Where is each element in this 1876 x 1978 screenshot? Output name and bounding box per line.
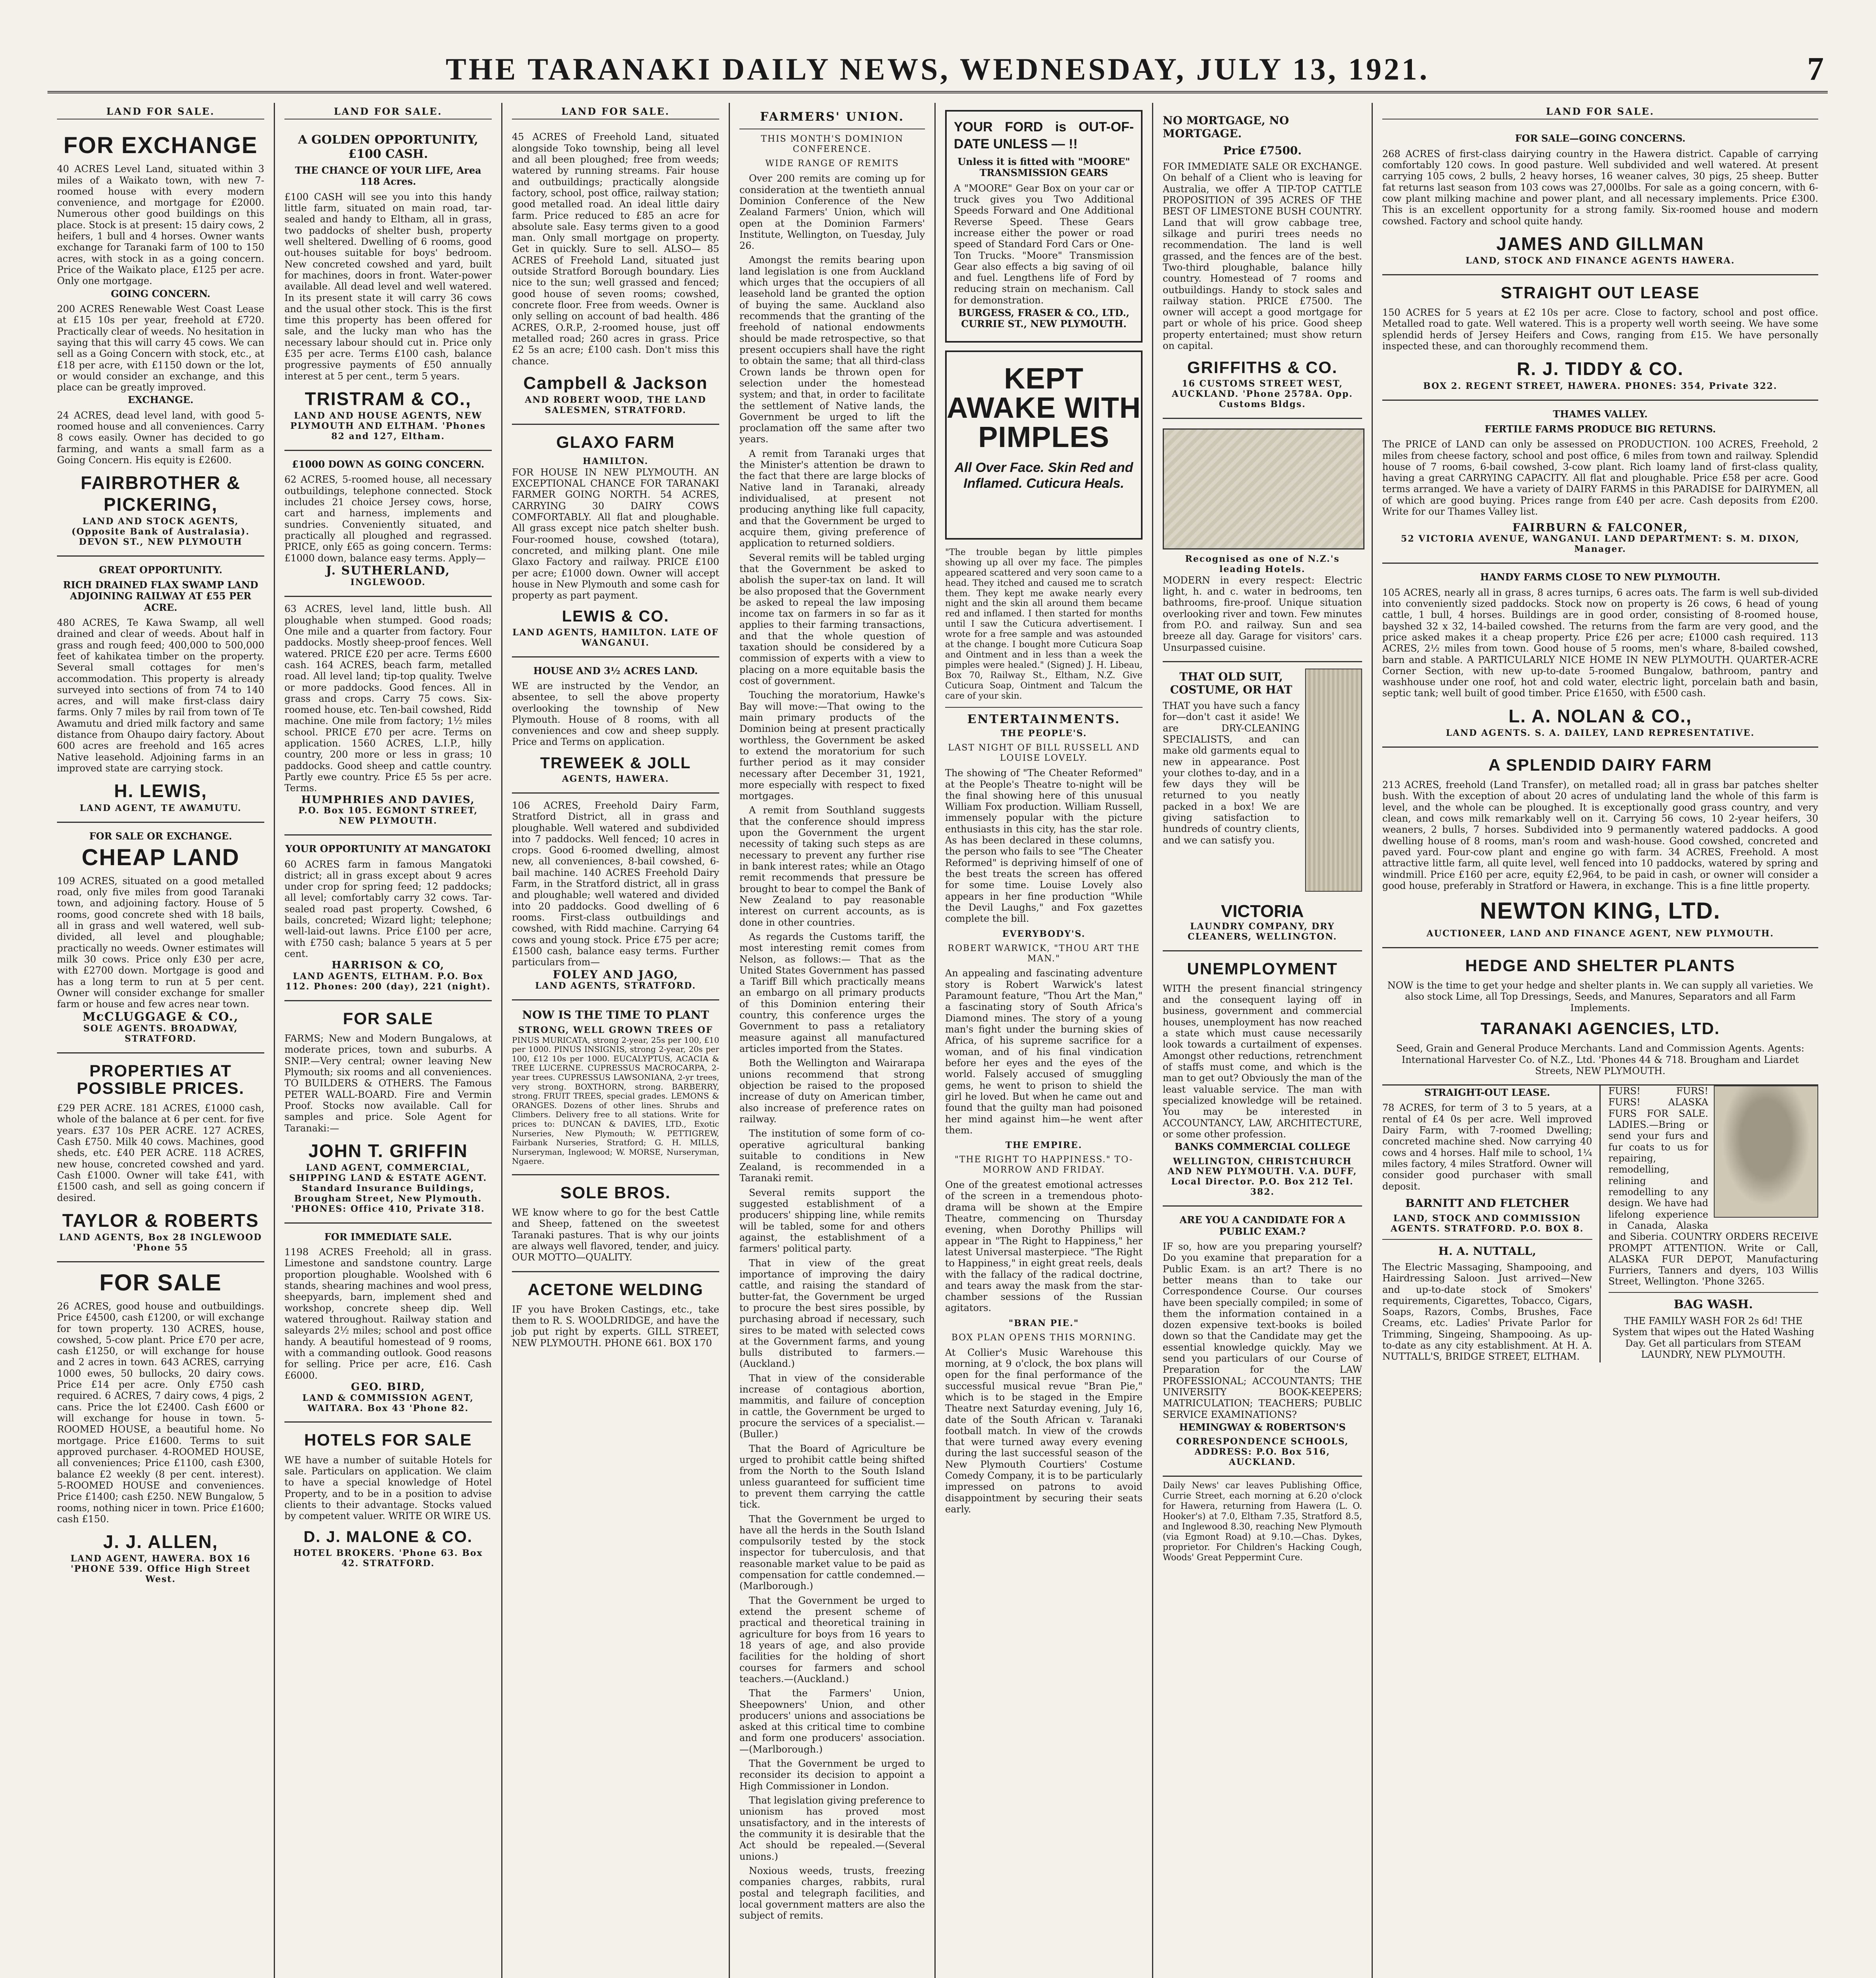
ad-headline: YOUR FORD is OUT-OF-DATE UNLESS — !! [954, 119, 1134, 152]
article-paragraph: Both the Wellington and Wairarapa unions recommend that strong objection be raised to the proposed increase of duty on American timber, also increase of preference rates on railway. [739, 1057, 925, 1125]
ad-headline: FOR SALE [343, 1009, 434, 1028]
ad-subhead: £1000 DOWN AS GOING CONCERN. [292, 459, 485, 470]
agent-name: HEMINGWAY & ROBERTSON'S [1179, 1421, 1346, 1433]
agent-address: LAND AND STOCK AGENTS, (Opposite Bank of Australasia). DEVON ST., NEW PLYMOUTH [71, 516, 250, 547]
agent-name: GEO. BIRD, [351, 1381, 425, 1393]
agent-address: LAND AND HOUSE AGENTS, NEW PLYMOUTH AND ELTHAM. 'Phones 82 and 127, Eltham. [290, 411, 486, 442]
agent-address: HOTEL BROKERS. 'Phone 63. Box 42. STRATFORD. [293, 1548, 483, 1569]
ad-body: 78 ACRES, for term of 3 to 5 years, at a rental of £4 0s per acre. Well improved Dairy Farm, with 7-roomed Dwelling; concreted machine shed. Now carrying 40 cows and 4 horses. Half mile to school, 1¼ miles factory, 4 miles Stratford. Owner will consider good purchaser with small deposit. [1382, 1102, 1592, 1192]
article-paragraph: That the Government be urged to have all the herds in the South Island compulsorily tested by the stock inspector for tuberculosis, and that reasonable market value to be paid as compensation for cattle condemned.—(Marlborough.) [739, 1513, 925, 1592]
agent-name: JAMES AND GILLMAN [1496, 233, 1704, 254]
bottom-right-ads [1609, 1086, 1819, 1362]
article-headline: EVERYBODY'S. [1002, 928, 1086, 939]
article-paragraph: As regards the Customs tariff, the most interesting remit comes from Nelson, as follows:— That as the United States Government has passed a Tariff Bill which practically means an embargo on all primary products of this Dominion entering their country, this conference urges the Government to pass a retaliatory measure against all manufactured articles imported from the States. [739, 931, 925, 1054]
ad-subhead: HANDY FARMS CLOSE TO NEW PLYMOUTH. [1480, 571, 1721, 583]
agent-name: HARRISON & CO, [332, 959, 445, 972]
article-paragraph: A remit from Southland suggests that the conference should impress upon the Government the urgent necessity of taking such steps as are necessary to prevent any further rise in bank interest rates; while an Otago remit recommends that pressure be brought to bear to compel the Bank of New Zealand to pay reasonable interest on current accounts, as is done in other countries. [739, 805, 925, 928]
agent-address: SOLE AGENTS. BROADWAY, STRATFORD. [83, 1023, 238, 1044]
ad-hotels-for-sale [284, 1423, 492, 1576]
agent-name: TAYLOR & ROBERTS [62, 1210, 259, 1231]
ad-headline: PROPERTIES AT POSSIBLE PRICES. [76, 1061, 245, 1097]
ad-acetone-welding [512, 1272, 719, 1357]
ad-dry-cleaning [1163, 662, 1362, 951]
article-paragraph: A remit from Taranaki urges that the Minister's attention be drawn to the fact that there are large blocks of Native land in Taranaki, already individualised, at present not producing anything like full capacity, and that the Government be urged to acquire them, giving preference of application to returned soldiers. [739, 448, 925, 549]
ad-land-list [284, 597, 492, 836]
ad-unemployment [1163, 951, 1362, 1207]
agent-address: INGLEWOOD. [350, 577, 426, 588]
notice-text: Daily News' car leaves Publishing Office, Currie Street, each morning at 6.20 o'clock for Hawera, returning from Hawera (L. O. Hooker's) at 7.0, Eltham 7.35, Stratford 8.5, and Inglewood 8.30, reaching New Plymouth (via Egmont Road) at 9.10.—Chas. Dykes, proprietor. For Children's Hacking Cough, Woods' Great Peppermint Cure. [1163, 1481, 1362, 1563]
ad-body: MODERN in every respect: Electric light, h. and c. water in bedrooms, ten bathrooms, fire-proof. Unique situation overlooking river and town. Few minutes from P.O. and railway. Sun and sea breeze all day. Garage for visitors' cars. Unsurpassed cuisine. [1163, 574, 1362, 653]
article-paragraph: That legislation giving preference to unionism has proved most unsatisfactory, and in the interests of the community it is desirable that the Act should be repealed.—(Several unions.) [739, 1795, 925, 1862]
ad-subhead: Unless it is fitted with "MOORE" TRANSMISSION GEARS [957, 156, 1130, 179]
agent-name: FAIRBROTHER & PICKERING, [80, 472, 241, 515]
ad-headline: KEPT AWAKE WITH PIMPLES [947, 362, 1141, 453]
ad-cuticura-banner [945, 351, 1143, 540]
ad-body: 1198 ACRES Freehold; all in grass. Limestone and sandstone country. Large proportion ploughable. Woolshed with 6 stands, shearing machines and wool press, sheepyards, barn, implement shed and workshop, concrete sheep dip. Well watered throughout. Railway station and saleyards 2½ miles; school and post office handy. A beautiful homestead of 9 rooms, with a commanding outlook. Good reasons for selling. Price per acre, £16. Cash £6000. [284, 1247, 492, 1381]
article-headline: FARMERS' UNION. [760, 110, 904, 124]
ad-headline: UNEMPLOYMENT [1187, 959, 1338, 978]
ad-body: 150 ACRES for 5 years at £2 10s per acre. Close to factory, school and post office. Metalled road to gate. Well watered. This is a property well worth seeing. We have some splendid herds of Jersey Heifers and Cows, ranging from £15. We have personally inspected these, and can thoroughly recommend them. [1382, 307, 1818, 352]
column-5 [936, 103, 1153, 1978]
bottom-ads-row [1382, 1086, 1818, 1362]
agent-name: D. J. MALONE & CO. [303, 1528, 473, 1546]
article-subhead: THIS MONTH'S DOMINION CONFERENCE. [761, 134, 904, 155]
agent-address: LAND AGENT, TE AWAMUTU. [80, 803, 242, 813]
article-paragraph: Over 200 remits are coming up for consideration at the twentieth annual Dominion Conference of the New Zealand Farmers' Union, which will open at the Dominion Farmers' Institute, Wellington, on Tuesday, July 26. [739, 173, 925, 252]
article-subhead: BOX PLAN OPENS THIS MORNING. [951, 1332, 1137, 1343]
ad-body: FARMS; New and Modern Bungalows, at moderate prices, town and suburbs. A SNIP.—Very central; owner leaving New Plymouth; six rooms and all conveniences. TO BUILDERS & OTHERS. The Famous PETER WALL-BOARD. Fire and Vermin Proof. Stocks now available. Call for samples and price. Sole Agent for Taranaki:— [284, 1033, 492, 1134]
ad-body: 213 ACRES, freehold (Land Transfer), on metalled road; all in grass bar patches shelter bush. With the exception of about 20 acres of undulating land the whole of this farm is level, and the whole can be ploughed. It is exceptionally good grass country, and very clean, and cows milk remarkably well on it. Carrying 56 cows, 10 2-year heifers, 30 weaners, 2 bulls, 7 horses. Subdivided into 9 permanently watered paddocks. A good dwelling house of 8 rooms, man's room and wash-house. Good cowshed, concreted and paved yard. Four-cow plant and engine go with farm. 34 ACRES, Freehold. A most attractive little farm, all quite level, well fenced into 10 paddocks, watered by spring and windmill. Price £160 per acre, equity £2,964, to be paid in cash, or owner will consider a good house, preferably in Stratford or Hawera, in exchange. This is a fine little property. [1382, 779, 1818, 891]
ad-body: WE are instructed by the Vendor, an absentee, to sell the above property overlooking the township of New Plymouth. House of 8 rooms, with all conveniences and cow and sheep supply. Price and Terms on application. [512, 680, 719, 748]
ad-price: Price £7500. [1223, 144, 1302, 157]
ad-properties [57, 1053, 264, 1262]
section-headline: ENTERTAINMENTS. [967, 712, 1121, 726]
article-paragraph: Noxious weeds, trusts, freezing companies charges, rabbits, rural postal and telegraph facilities, and local government matters are also the subject of remits. [739, 1865, 925, 1921]
agent-name: FAIRBURN & FALCONER, [1512, 521, 1688, 534]
agent-address: 52 VICTORIA AVENUE, WANGANUI. LAND DEPARTMENT: S. M. DIXON, Manager. [1401, 534, 1800, 555]
ad-subhead: THE CHANCE OF YOUR LIFE, Area 118 Acres. [295, 165, 481, 188]
article-paragraph: The institution of some form of co-operative agricultural banking suitable to conditions in New Zealand, is recommended in a Taranaki remit. [739, 1128, 925, 1184]
ad-subhead: YOUR OPPORTUNITY AT MANGATOKI [285, 843, 491, 855]
agent-address: P.O. Box 105. EGMONT STREET, NEW PLYMOUTH. [298, 805, 478, 826]
ad-body: 24 ACRES, dead level land, with good 5-roomed house and all conveniences. Carry 8 cows easily. Owner has decided to go farming, and wants a small farm as a Going Concern. His equity is £2600. [57, 409, 264, 466]
ad-headline: A GOLDEN OPPORTUNITY, £100 CASH. [298, 133, 478, 161]
article-paragraph: Amongst the remits bearing upon land legislation is one from Auckland which urges that the occupiers of all leasehold land be granted the option of buying the same. Auckland also recommends that the granting of the freehold of national endowments should be made retrospective, so that present occupiers shall have the right to obtain the same; that all third-class Crown lands be thrown open for selection under the homestead system; and that, in order to facilitate the settlement of Native lands, the Government be urged to lift the proclamation off the same after two years. [739, 254, 925, 445]
ad-public-exam [1163, 1207, 1362, 1477]
agent-name: BURGESS, FRASER & CO., LTD., CURRIE ST., NEW PLYMOUTH. [958, 307, 1129, 330]
ad-hedge-plants [1382, 948, 1818, 1086]
ad-headline: SOLE BROS. [560, 1183, 671, 1202]
ad-plant-trees [512, 1000, 719, 1175]
ad-splendid-dairy-farm [1382, 748, 1818, 948]
agent-address: LAND AGENTS. S. A. DAILEY, LAND REPRESENTATIVE. [1446, 728, 1755, 739]
ad-golden-opportunity [284, 125, 492, 451]
ad-great-opportunity [57, 557, 264, 823]
article-body: An appealing and fascinating adventure story is Robert Warwick's latest Paramount feature, "Thou Art the Man," a fascinating story of South Africa's Diamond mines. The story of a young man's fight under the burning skies of Africa, of his supreme sacrifice for a woman, and of his final vindication before her eyes and the eyes of the world. Falsely accused of smuggling gems, he went to prison to shield the girl he loved. But when he came out and found that the guilty man had poisoned her mind against him—he went after them. [945, 968, 1143, 1136]
agent-name: LEWIS & CO. [562, 608, 669, 625]
agent-address: LAND AGENTS, HAMILTON. LATE OF WANGANUI. [512, 627, 719, 648]
section-label: LAND FOR SALE. [57, 106, 264, 119]
agent-address: CORRESPONDENCE SCHOOLS, ADDRESS: P.O. Box 516, AUCKLAND. [1176, 1436, 1349, 1468]
ad-subhead: STRAIGHT-OUT LEASE. [1424, 1087, 1550, 1099]
ad-body: 105 ACRES, nearly all in grass, 8 acres turnips, 6 acres oats. The farm is well sub-divided into conveniently sized paddocks. Stock now on property is 26 cows, 6 head of young cattle, 1 bull, 4 horses. Buildings are in good order, consisting of 8-roomed house, bayshed 32 x 32, 14-bailed cowshed. The returns from the farm are very good, and the price asked makes it a cheap property. Price £26 per acre; £1000 cash required. 113 ACRES, 2½ miles from town. Good house of 5 rooms, men's whare, 8-bailed cowshed, barn and stable. A PARTICULARLY NICE HOME IN NEW PLYMOUTH. QUARTER-ACRE Corner Section, with new up-to-date 5-roomed Bungalow, bathroom, pantry and washhouse under one roof, hot and cold water, electric light, porcelain bath and basin, septic tank; well built of good timber. Price £1650, with £500 cash. [1382, 587, 1818, 699]
page-number: 7 [1807, 51, 1824, 87]
ad-headline: A SPLENDID DAIRY FARM [1488, 756, 1712, 774]
ad-subhead: FOR SALE—GOING CONCERNS. [1515, 133, 1686, 144]
agent-name: R. J. TIDDY & CO. [1517, 358, 1684, 379]
bottom-left-ads [1382, 1086, 1601, 1362]
ad-for-sale [57, 1262, 264, 1593]
section-label: LAND FOR SALE. [512, 106, 719, 119]
ad-headline: STRAIGHT OUT LEASE [1501, 283, 1700, 302]
ad-body: 109 ACRES, situated on a good metalled road, only five miles from good Taranaki town, and adjoining factory. House of 5 rooms, good concrete shed with 18 bails, all in grass and well watered, well sub-divided, all level and ploughable; practically no weeds. Owner estimates will milk 30 cows. Price only £30 per acre, with £2700 down. Mortgage is good and has a long term to run at 5 per cent. Owner will consider exchange for smaller farm or house and few acres near town. [57, 875, 264, 1010]
ad-subhead: FERTILE FARMS PRODUCE BIG RETURNS. [1484, 423, 1716, 435]
article-paragraph: That the Government be urged to reconsider its decision to appoint a High Commissioner in London. [739, 1758, 925, 1792]
ad-body: "The trouble began by little pimples showing up all over my face. The pimples appeared scattered and very soon came to a head. They itched and caused me to scratch them. They kept me awake nearly every night and the skin all around them became red and inflamed. I then started for months until I saw the Cuticura advertisement. I wrote for a free sample and was astounded at the change. I bought more Cuticura Soap and Ointment and in less than a week the pimples were healed." (Signed) J. H. Libeau, Box 70, Railway St., Eltham, N.Z. Give Cuticura Soap, Ointment and Talcum the care of your skin. [945, 547, 1143, 701]
article-paragraph: Touching the moratorium, Hawke's Bay will move:—That owing to the main primary products of the Dominion being at present practically worthless, the Government be asked to extend the moratorium for such further period as it may consider necessary after December 31, 1921, more especially with respect to fixed mortgages. [739, 690, 925, 802]
agent-address: LAND & COMMISSION AGENT, WAITARA. Box 43 'Phone 82. [302, 1393, 474, 1413]
agent-name: BANKS COMMERCIAL COLLEGE [1175, 1141, 1350, 1153]
ad-body: IF you have Broken Castings, etc., take them to R. S. WOOLDRIDGE, and have the job put right by experts. GILL STREET, NEW PLYMOUTH. PHONE 661. BOX 170 [512, 1304, 719, 1349]
section-label: LAND FOR SALE. [284, 106, 492, 119]
agent-address: LAND, STOCK AND FINANCE AGENTS HAWERA. [1465, 256, 1735, 266]
ad-body: £100 CASH will see you into this handy little farm, situated on main road, tar-sealed and handy to Eltham, all in grass, two paddocks of shelter bush, property well sheltered. Dwelling of 6 rooms, good out-houses suitable for boys' bedroom. New concreted cowshed and yard, built for machines, doors in front. Water-power available. All dead level and well watered. In its present state it will carry 36 cows and the usual other stock. This is the first time this property has been offered for sale, and the lucky man who has the necessary labour should cut in. Price only £35 per acre. Terms £100 cash, balance progressive payments of £50 annually interest at 5 per cent., term 5 years. [284, 191, 492, 382]
ad-handy-farms [1382, 564, 1818, 748]
agent-address: LAND AGENTS, STRATFORD. [535, 980, 696, 991]
ad-body: FOR IMMEDIATE SALE OR EXCHANGE. On behalf of a Client who is leaving for Australia, we offer A TIP-TOP CATTLE PROPOSITION of 395 ACRES OF THE BEST OF LIMESTONE BUSH COUNTRY. Land that will grow cabbage tree, silkage and puriri trees needs no recommendation. The land is well grassed, and the fences are of the best. Two-third ploughable, balance hilly country. Homestead of 7 rooms and outbuildings. Handy to stock sales and railway station. PRICE £7500. The owner will accept a good mortgage for part or whole of his price. Good sheep property entertained; must show return on capital. [1163, 161, 1362, 352]
ad-body: 40 ACRES Level Land, situated within 3 miles of a Waikato town, with new 7-roomed house with every modern convenience, and mortgage for £2000. Numerous other good buildings on this place. Stock is at present: 15 dairy cows, 2 heifers, 1 bull and 4 horses. Owner wants exchange for Taranaki farm of 100 to 150 acres, with stock in as a going concern. Price of the Waikato place, £125 per acre. Only one mortgage. [57, 163, 264, 287]
ad-body: A "MOORE" Gear Box on your car or truck gives you Two Additional Speeds Forward and One Additional Reverse Speed. These Gears increase either the power or road speed of Standard Ford Cars or One-Ton Trucks. "Moore" Transmission Gear also effects a big saving of oil and fuel. Lengthens life of Ford by reducing strain on mechanism. Call for demonstration. [954, 182, 1134, 306]
agent-name: J. SUTHERLAND, [326, 563, 451, 578]
ad-subhead: GOING CONCERN. [111, 288, 210, 299]
agent-name: HUMPHRIES AND DAVIES, [301, 794, 475, 806]
agent-name: FOLEY AND JAGO, [553, 968, 678, 981]
ad-headline: CHEAP LAND [81, 844, 240, 870]
ad-stratford-farms [512, 794, 719, 1000]
ad-body: THAT you have such a fancy for—don't cast it aside! We are DRY-CLEANING SPECIALISTS, and can make old garments equal to new in appearance. Post your clothes to-day, and in a few days they will be returned to you neatly packed in a box! We are giving satisfaction to hundreds of country clients, and we can satisfy you. [1163, 700, 1300, 846]
article-paragraph: Several remits support the suggested establishment of a producers' shipping line, while remits will be tabled, some for and others against, the establishment of a farmers' political party. [739, 1187, 925, 1254]
article-subhead: WIDE RANGE OF REMITS [765, 159, 899, 169]
ad-body: The Electric Massaging, Shampooing, and Hairdressing Saloon. Just arrived—New and up-to-date stock of Smokers' requirements, Cigarettes, Tobacco, Cigars, Soaps, Razors, Combs, Brushes, Face Creams, etc. Ladies' Private Parlor for Trimming, Singeing, Shampooing. As up-to-date as any city establishment. At H. A. NUTTALL'S, BRIDGE STREET, ELTHAM. [1382, 1261, 1592, 1362]
agent-name: TREWEEK & JOLL [540, 754, 691, 772]
column-3 [502, 103, 730, 1978]
ad-going-concerns [1382, 125, 1818, 275]
ad-body: 26 ACRES, good house and outbuildings. Price £4500, cash £1200, or will exchange for town property. 130 ACRES, house, cowshed, 5-cow plant. Price £70 per acre, cash £1250, or will exchange for house and 2 acres in town. 643 ACRES, carrying 1000 ewes, 50 bullocks, 20 dairy cows. Price £14 per acre. Only £750 cash required. 6 ACRES, 7 dairy cows, 4 pigs, 2 cans. Price the lot £2400. Cash £600 or will exchange for house in town. 5-ROOMED HOUSE, a beautiful home. No mortgage. Price £1600. Terms to suit approved purchaser. 4-ROOMED HOUSE, all conveniences; Price £1100, cash £300, balance £2 weekly (8 per cent. interest). 5-ROOMED HOUSE and conveniences. Price £1400; cash £250. NEW Bungalow, 5 rooms, nothing nicer in town. Price £1600; cash £150. [57, 1300, 264, 1525]
agent-address: LAND AGENTS, Box 28 INGLEWOOD 'Phone 55 [59, 1232, 262, 1253]
article-body [739, 173, 925, 1921]
ad-body: 63 ACRES, level land, little bush. All ploughable when stumped. Good roads; One mile and a quarter from factory. Four paddocks. Mostly sheep-proof fences. Well watered. PRICE £20 per acre. Terms £600 cash. 164 ACRES, beach farm, metalled road. All level land; tip-top quality. Twelve or more paddocks. Good fences. All in grass and crops. Carry 75 cows. Six-roomed house, etc. Ten-bail cowshed, Ridd machine. One mile from factory; 1½ miles school. PRICE £70 per acre. Terms on application. 1560 ACRES, L.I.P., hilly country, 200 more or less in grass; 10 paddocks. Good sheep and cattle country. Partly ewe country. Price £5 5s per acre. Terms. [284, 603, 492, 794]
article-subhead: LAST NIGHT OF BILL RUSSELL AND LOUISE LOVELY. [948, 743, 1140, 764]
ad-headline: NOW IS THE TIME TO PLANT [522, 1008, 709, 1021]
agent-address: WELLINGTON, CHRISTCHURCH AND NEW PLYMOUTH. V.A. DUFF, Local Director. P.O. Box 212 Tel. 382. [1167, 1156, 1357, 1197]
article-headline: THE PEOPLE'S. [1001, 728, 1087, 739]
ad-thames-valley [1382, 401, 1818, 564]
column-1 [47, 103, 275, 1978]
agent-address: AND ROBERT WOOD, THE LAND SALESMEN, STRATFORD. [525, 394, 707, 415]
agent-name: VICTORIA [1221, 901, 1304, 921]
article-paragraph: That the Government be urged to extend the present scheme of practical and theoretical training in agriculture for boys from 16 years to 18 years of age, and also provide facilities for the holding of short courses for farmers and school teachers.—(Auckland.) [739, 1595, 925, 1684]
ad-headline: THAMES VALLEY. [1553, 408, 1648, 420]
column-4-news [730, 103, 936, 1978]
ad-glaxo-farm [512, 425, 719, 657]
ad-body: WE know where to go for the best Cattle and Sheep, fattened on the sweetest Taranaki pastures. That is why our joints are always well flavored, tender, and juicy. OUR MOTTO—QUALITY. [512, 1207, 719, 1263]
article-body: One of the greatest emotional actresses of the screen in a tremendous photo-drama will be shown at the Empire Theatre, commencing on Thursday evening, when Dorothy Phillips will appear in "The Right to Happiness," her latest Universal masterpiece. "The Right to Happiness," in eight great reels, deals with the fallacy of the radical doctrine, and tears away the mask from the star-chamber sessions of the Russian agitators. [945, 1179, 1143, 1314]
ad-body: 268 ACRES of first-class dairying country in the Hawera district. Capable of carrying comfortably 120 cows. In good pasture. Well subdivided and well watered. At present carrying 105 cows, 2 bulls, 2 heavy horses, 16 weaner calves, 30 pigs, 25 sheep. Butter fat returns last season from 103 cows was 27,000lbs. For sale as a going concern, with 6-cow plant milking machine and power plant, and all necessary implements. Price £300. This is an excellent opportunity for a strong family. Six-roomed house and modern cowshed. Factory and school quite handy. [1382, 148, 1818, 227]
article-body: At Collier's Music Warehouse this morning, at 9 o'clock, the box plans will open for the final performance of the successful musical revue "Bran Pie," which is to be staged in the Empire Theatre next Saturday evening, July 16, date of the South African v. Taranaki football match. In view of the crowds that were turned away every evening during the last successful season of the New Plymouth Courtiers' Costume Comedy Company, it is to be particularly impressed on patrons to avoid disappointment by securing their seats early. [945, 1347, 1143, 1515]
ad-subhead: FOR IMMEDIATE SALE. [324, 1231, 452, 1243]
agent-name: Campbell & Jackson [523, 373, 708, 393]
ad-body: 200 ACRES Renewable West Coast Lease at £15 10s per year, freehold at £720. Practically clear of weeds. No hesitation in saying that this will carry 45 cows. We can sell as a Going Concern with stock, etc., at £18 per acre, with £1150 down or the lot, or would consider an exchange, and this place can be greatly improved. [57, 303, 264, 393]
ad-for-sale [284, 1001, 492, 1224]
agent-name: BARNITT AND FLETCHER [1405, 1196, 1569, 1210]
agent-name: JOHN T. GRIFFIN [308, 1140, 468, 1161]
ad-subhead: STRONG, WELL GROWN TREES OF [518, 1025, 713, 1035]
article-paragraph: That in view of the considerable increase of contagious abortion, mammitis, and failure of conception in cattle, the Government be urged to procure the services of a specialist.—(Buller.) [739, 1372, 925, 1440]
ad-body: FURS! FURS! FURS! ALASKA FURS FOR SALE. LADIES.—Bring or send your furs and fur coats to us for repairing, remodelling, relining and remodelling to any design. We have had lifelong experience in Canada, Alaska and Siberia. COUNTRY ORDERS RECEIVE PROMPT ATTENTION. Write or Call, ALASKA FUR DEPOT, Manufacturing Furriers, Tanners and dyers, 103 Willis Street, Wellington. 'Phone 3265. [1608, 1086, 1818, 1287]
ad-tagline: All Over Face. Skin Red and Inflamed. Cuticura Heals. [954, 460, 1133, 491]
ad-body: THE FAMILY WASH FOR 2s 6d! THE System that wipes out the Hated Washing Day. Get all particulars from STEAM LAUNDRY, NEW PLYMOUTH. [1612, 1315, 1814, 1360]
ad-sole-bros [512, 1175, 719, 1272]
ad-subhead: FOR SALE OR EXCHANGE. [89, 830, 232, 842]
agent-name: L. A. NOLAN & CO., [1508, 705, 1692, 726]
ad-moore-gears [945, 110, 1143, 343]
ad-body: The PRICE of LAND can only be assessed on PRODUCTION. 100 ACRES, Freehold, 2 miles from cheese factory, school and post office, 6 miles from town and railway. Splendid house of 7 rooms, 6-bail cowshed, 3-cow plant. Rich loamy land of first-class quality, having a great CARRYING CAPACITY. All flat and ploughable. Price £58 per acre. Good terms arranged. We have a variety of DAIRY FARMS in this PARADISE for DAIRYMEN, all of which are good buying. Prices range from £40 per acre. Cash deposits from £200. Write for our Thames Valley list. [1382, 439, 1818, 517]
agent-address: LAND, STOCK AND COMMISSION AGENTS. STRATFORD. P.O. BOX 8. [1391, 1213, 1584, 1234]
ad-subhead: GREAT OPPORTUNITY. [99, 564, 222, 576]
masthead [47, 47, 1828, 93]
agent-name: McCLUGGAGE & CO., [82, 1010, 239, 1024]
ad-headline: FOR SALE [99, 1269, 222, 1296]
ad-headline: HOTELS FOR SALE [304, 1430, 472, 1449]
ad-body: FOR HOUSE IN NEW PLYMOUTH. AN EXCEPTIONAL CHANCE FOR TARANAKI FARMER GOING NORTH. 54 ACRES, CARRYING 30 DAIRY COWS COMFORTABLY. All flat and ploughable. All grass except nice patch shelter bush. Four-roomed house, cowshed (totara), concreted, and milking plant. One mile Glaxo Factory and railway. PRICE £100 per acre; £1000 down. Owner will accept house in New Plymouth and some cash for property as part payment. [512, 466, 719, 601]
ad-immediate-sale [284, 1224, 492, 1423]
ad-subhead: EXCHANGE. [128, 394, 193, 406]
ad-body: 480 ACRES, Te Kawa Swamp, all well drained and clear of weeds. About half in grass and rough feed; 400,000 to 500,000 feet of kahikatea timber on the property. Several small cottages for men's accommodation. This property is already surveyed into sections of from 74 to 140 acres, and will make first-class dairy farms. Only 7 miles by rail from town of Te Awamutu and dried milk factory and same distance from Ohaupo dairy factory. About 600 acres are freehold and 165 acres Native leasehold. Adjoining farms in an improved state are carrying stock. [57, 617, 264, 774]
article-paragraph: That the Farmers' Union, Sheepowners' Union, and other producers' unions and associations be asked at this critical time to combine and form one producers' association.—(Marlborough.) [739, 1688, 925, 1755]
column-7 [1373, 103, 1828, 1978]
article-body: The showing of "The Cheater Reformed" at the People's Theatre to-night will be the final showing here of this unusual William Fox production. William Russell, immensely popular with the picture enthusiasts in this city, has the star role. As has been declared in these columns, the person who fails to see "The Cheater Reformed" is depriving himself of one of the best treats the screen has offered for some time. Louise Lovely also appears in her fine production "While the Devil Laughs," and Fox gazettes complete the bill. [945, 767, 1143, 925]
agent-address: BOX 2. REGENT STREET, HAWERA. PHONES: 354, Private 322. [1423, 381, 1777, 391]
fox-fur-illustration [1714, 1086, 1818, 1218]
ad-headline: ARE YOU A CANDIDATE FOR A PUBLIC EXAM.? [1179, 1214, 1345, 1237]
ad-body: 62 ACRES, 5-roomed house, all necessary outbuildings, telephone connected. Stock includes 21 choice Jersey cows, horse, cart and harness, implements and sundries. Conveniently situated, and practically all ploughed and regrassed. PRICE, only £65 as going concern. Terms: £1000 down, balance easy terms. Apply— [284, 474, 492, 564]
agent-address: LAND AGENT, COMMERCIAL, SHIPPING LAND & ESTATE AGENT. Standard Insurance Buildings, Brougham Street, New Plymouth. 'PHONES: Office 410, Private 318. [289, 1163, 487, 1214]
ad-body: 106 ACRES, Freehold Dairy Farm, Stratford District, all in grass and ploughable. Well watered and subdivided into 7 paddocks. Well fenced; 10 acres in crops. Good 6-roomed dwelling, almost new, all conveniences, 8-bail cowshed, 6-bail machine. 140 ACRES Freehold Dairy Farm, in the Stratford district, all in grass and ploughable; well watered and divided into 20 paddocks. Good dwelling of 6 rooms. First-class outbuildings and cowshed, with Ridd machine. Carrying 64 cows and young stock. Price £75 per acre; £1500 cash, balance easy terms. Further particulars from— [512, 800, 719, 968]
ad-straight-out-lease [1382, 275, 1818, 401]
agent-address: LAND AGENT, HAWERA. BOX 16 'PHONE 539. Office High Street West. [70, 1554, 251, 1585]
ad-headline: THAT OLD SUIT, COSTUME, OR HAT [1170, 670, 1292, 696]
agent-address: 16 CUSTOMS STREET WEST, AUCKLAND. 'Phone 2578A. Opp. Customs Bldgs. [1172, 378, 1353, 409]
ad-mangatoki [284, 836, 492, 1001]
ad-body: NOW is the time to get your hedge and shelter plants in. We can supply all varieties. We also stock Lime, all Top Dressings, Seeds, and Manures, Separators and all Farm Implements. [1387, 980, 1813, 1014]
agent-name: TARANAKI AGENCIES, LTD. [1480, 1019, 1720, 1038]
ad-body: WITH the present financial stringency and the consequent laying off in business, government and commercial houses, unemployment has now reached a state which must cause necessarily look towards a curtailment of expenses. Amongst other reductions, retrenchment of staffs must come, and which is the man to get out? Obviously the man of the least valuable service. The man with specialized knowledge will be retained. You may be interested in ACCOUNTANCY, LAW, ARCHITECTURE, or some other profession. [1163, 983, 1362, 1140]
agent-name: J. J. ALLEN, [103, 1531, 218, 1552]
section-label: LAND FOR SALE. [1382, 106, 1818, 119]
agent-name: H. A. NUTTALL, [1438, 1244, 1536, 1258]
article-paragraph: That the Board of Agriculture be urged to prohibit cattle being shifted from the North to the South Island unless guaranteed for sufficient time to prevent them carrying the cattle tick. [739, 1443, 925, 1510]
ad-body: PINUS MURICATA, strong 2-year, 25s per 100, £10 per 1000. PINUS INSIGNIS, strong 2-year, 20s per 100, £12 10s per 1000. EUCALYPTUS, ACACIA & TREE LUCERNE. CUPRESSUS MACROCARPA, 2-year trees. CUPRESSUS LAWSONIANA, 2-yr trees, very strong. BOXTHORN, strong. BARBERRY, strong. FRUIT TREES, special grades. LEMONS & ORANGES. Dozens of other lines. Shrubs and Climbers. Delivery free to all stations. Write for prices to: DUNCAN & DAVIES, LTD., Exotic Nurseries, New Plymouth; W. PETTIGREW, Fairbank Nurseries, Stratford; G. H. MILLS, Nurseryman, Inglewood; W. MORSE, Nurseryman, Ngaere. [512, 1035, 719, 1166]
hotel-illustration [1163, 428, 1364, 549]
ad-no-mortgage [1163, 106, 1362, 419]
ad-headline: ACETONE WELDING [527, 1280, 704, 1299]
ad-for-exchange [57, 125, 264, 556]
article-paragraph: That in view of the great importance of improving the dairy cattle, and raising the standard of butter-fat, the Government be urged to procure the best sires possible, by purchasing abroad if necessary, such sires to be mated with selected cows at the Government farms, and young bulls distributed to farmers.—(Auckland.) [739, 1257, 925, 1370]
agent-address: AGENTS, HAWERA. [562, 773, 669, 784]
article-subhead: "THE RIGHT TO HAPPINESS." TO-MORROW AND FRIDAY. [954, 1155, 1133, 1175]
agent-address: Seed, Grain and General Produce Merchants. Land and Commission Agents. Agents: International Harvester Co. of N.Z., Ltd. 'Phones 44 & 718. Brougham and Liardet Streets, NEW PLYMOUTH. [1396, 1043, 1804, 1076]
ad-cheap-land [57, 823, 264, 1053]
agent-name: NEWTON KING, LTD. [1480, 898, 1721, 924]
article-paragraph: Several remits will be tabled urging that the Government be asked to abolish the super-tax on land. It will be also proposed that the Government be asked to repeal the law imposing income tax on farmers in so far as it applies to their farming transactions, and that the whole question of taxation should be considered by a commission of experts with a view to placing on a more equitable basis the cost of government. [739, 552, 925, 686]
agent-name: TRISTRAM & CO., [305, 388, 472, 409]
ad-headline: NO MORTGAGE, NO MORTGAGE. [1163, 114, 1289, 140]
ad-going-concern [284, 451, 492, 597]
ad-subhead: RICH DRAINED FLAX SWAMP LAND ADJOINING RAILWAY AT £55 PER ACRE. [63, 579, 258, 613]
ad-headline: HEDGE AND SHELTER PLANTS [1465, 956, 1736, 975]
article-subhead: ROBERT WARWICK, "THOU ART THE MAN." [947, 943, 1140, 964]
ad-house-land [512, 657, 719, 794]
article-headline: "BRAN PIE." [1008, 1318, 1079, 1328]
ad-body: £29 PER ACRE. 181 ACRES, £1000 cash, whole of the balance at 6 per cent. for five years. £37 10s PER ACRE. 127 ACRES, Cash £750. Milk 40 cows. Machines, good sheds, etc. £40 PER ACRE. 118 ACRES, new house, concreted cowshed and yard. Cash £1000. Owner will take £41, with £1500 cash, and sell as going concern if desired. [57, 1103, 264, 1203]
ad-toko-farm [512, 125, 719, 424]
column-6 [1153, 103, 1373, 1978]
agent-address: AUCTIONEER, LAND AND FINANCE AGENT, NEW PLYMOUTH. [1426, 928, 1774, 939]
agent-name: H. LEWIS, [114, 781, 207, 801]
man-figure-illustration [1305, 669, 1362, 892]
ad-subhead: HOUSE AND 3½ ACRES LAND. [533, 665, 698, 676]
ad-body: 45 ACRES of Freehold Land, situated alongside Toko township, being all level and all been ploughed; free from weeds; watered by running streams. Fair house and outbuildings; practically alongside factory, school, post office, railway station; good metalled road. An ideal little dairy farm. Price reduced to £85 an acre for absolute sale. Easy terms given to a good man. Only small mortgage on property. Get in quickly. Sure to sell. ALSO— 85 ACRES of Freehold Land, situated just outside Stratford Borough boundary. Lies nice to the sun; well grassed and fenced; good house of seven rooms; cowshed, concrete floor. Free from weeds. Owner is only selling on account of bad health. 486 ACRES, O.R.P., 2-roomed house, just off metalled road; 260 acres in grass. Price £2 5s an acre; £100 cash. Don't miss this chance. [512, 131, 719, 367]
ad-body: IF so, how are you preparing yourself? Do you examine that preparation for a Public Exam. is an art? There is no better means than to take our Correspondence Course. Our courses have been specially compiled; in some of them the information contained in a dozen expensive text-books is boiled down so that the Candidate may get the essential knowledge quickly. May we send you particulars of our Course of Preparation for the LAW PROFESSIONAL; ACCOUNTANTS; THE UNIVERSITY BOOK-KEEPERS; MATRICULATION; TEACHERS; PUBLIC SERVICE EXAMINATIONS? [1163, 1241, 1362, 1420]
agent-address: LAND AGENTS, ELTHAM. P.O. Box 112. Phones: 200 (day), 221 (night). [285, 971, 491, 992]
agent-address: LAUNDRY COMPANY, DRY CLEANERS, WELLINGTON. [1188, 921, 1337, 942]
ad-headline: BAG WASH. [1673, 1297, 1753, 1311]
article-headline: THE EMPIRE. [1005, 1140, 1082, 1151]
ad-headline: GLAXO FARM [556, 432, 675, 451]
agent-name: GRIFFITHS & CO. [1187, 358, 1338, 377]
ad-headline: FOR EXCHANGE [63, 133, 258, 159]
ad-body: 60 ACRES farm in famous Mangatoki district; all in grass except about 9 acres under crop for spring feed; 12 paddocks; all level; comfortably carry 32 cows. Tar-sealed road past property. Cowshed, 6 bails, concreted; Wizard light; telephone; well-laid-out lawns. Price £100 per acre, with £750 cash; balance 5 years at 5 per cent. [284, 858, 492, 960]
ad-hotel [1163, 419, 1362, 662]
ad-body: WE have a number of suitable Hotels for sale. Particulars on application. We claim to have a special knowledge of Hotel Property, and to be in a position to advise clients to their advantage. Stocks valued by competent valuer. WRITE OR WIRE US. [284, 1454, 492, 1522]
masthead-title: THE TARANAKI DAILY NEWS, WEDNESDAY, JULY 13, 1921. [445, 52, 1430, 86]
image-caption: Recognised as one of N.Z.'s leading Hotels. [1185, 553, 1340, 574]
ad-subhead: HAMILTON. [582, 456, 649, 466]
column-2 [275, 103, 502, 1978]
